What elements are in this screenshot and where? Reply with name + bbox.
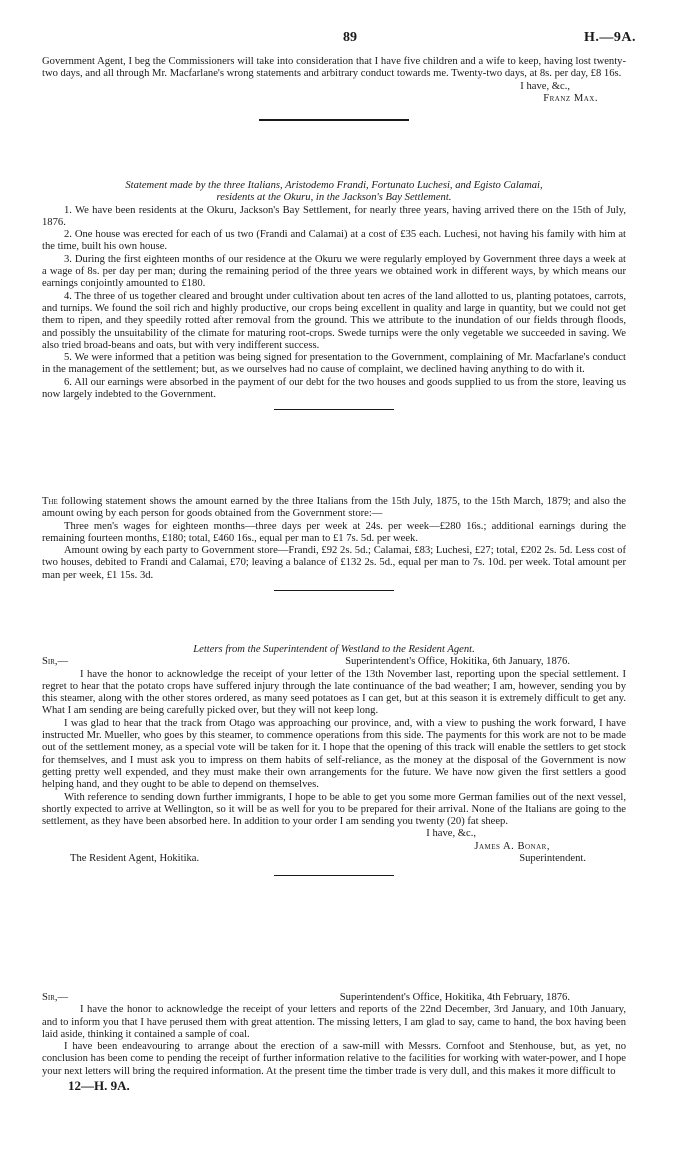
earnings-lead-word: The <box>42 496 58 507</box>
letter-1-addressee: The Resident Agent, Hokitika. <box>70 853 200 865</box>
letter-2-paragraph: I have the honor to acknowledge the receipt of your letters and reports of the 22nd December, 3rd January, and 10th January, and to inform you that I have perused them with great attention. The missing letters, I am glad to say, came to hand, the box having been laid aside, thinking it contained a sample of coal. <box>42 1004 626 1040</box>
document-reference: H.—9A. <box>584 30 636 45</box>
earnings-wages: Three men's wages for eighteen months—three days per week at 24s. per week—£280 16s.; additional earnings during the remaining fourteen months, £180; total, £460 16s., equal per man to £1 7s. 5d. per week. <box>42 520 626 544</box>
statement-paragraph: 2. One house was erected for each of us two (Frandi and Calamai) at a cost of £35 each. Luchesi, not having his family with him at the time, built his own house. <box>42 229 626 253</box>
letter-1-paragraph: I was glad to hear that the track from Otago was approaching our province, and, with a view to pushing the work forward, I have instructed Mr. Mueller, who goes by this steamer, to commence operations from this side. The payments for this work are not to be made out of the settlement money, as a special vote will be taken for it. I hope that the opening of this track will enable the settlers to get stock for themselves, and I must ask you to impress on them habits of self-reliance, as the money at the disposal of the Government is now getting pretty well expended, and they must make their own arrangements for the future. We have now given the first settlers a good helping hand, and they ought to be able to depend on themselves. <box>42 717 626 791</box>
letter-2 <box>42 992 626 1092</box>
statement-section <box>42 180 626 410</box>
letter-2-dateline: Superintendent's Office, Hokitika, 4th February, 1876. <box>339 992 570 1003</box>
statement-paragraph: 4. The three of us together cleared and brought under cultivation about ten acres of the land allotted to us, planting potatoes, carrots, and turnips. We found the soil rich and highly productive, our crops being excellent in quality and large in quantity, but we could not get them to ripen, and they speedily rotted after removal from the ground. This we attribute to the inundation of our fields through floods, and possibly the unsuitability of the climate for maturing root-crops. Swede turnips were the only vegetable we succeeded in saving. We also tried broad-beans and oats, but with very indifferent success. <box>42 290 626 351</box>
earnings-intro-text: following statement shows the amount earned by the three Italians from the 15th July, 1875, to the 15th March, 1879; and also the amount owing by each person for goods obtained from the Government store:— <box>42 496 627 520</box>
continuation-signature: Franz Max. <box>543 92 598 104</box>
letter-2-paragraph: I have been endeavouring to arrange about the erection of a saw-mill with Messrs. Cornfoot and Stenhouse, but, as yet, no conclusion has been come to pending the receipt of further information relative to the facilities for working with water-power, and I hope your next letters will bring the required information. At the present time the timber trade is very dull, and this makes it more difficult to <box>42 1041 626 1077</box>
sheet-reference: 12—H. 9A. <box>68 1078 130 1094</box>
letter-1-signature: James A. Bonar, <box>474 840 550 852</box>
letter-1-header <box>42 656 626 668</box>
letters-heading: Letters from the Superintendent of Westland to the Resident Agent. <box>193 644 475 655</box>
letter-1-paragraph: With reference to sending down further immigrants, I hope to be able to get you some more German families out of the next vessel, shortly expected to arrive at Wellington, so it will be as well for you to be prepared for their arrival. None of the Italians are going to the settlement, as they have been absorbed here. In addition to your order I am sending you twenty (20) fat sheep. <box>42 791 626 828</box>
section-divider <box>274 590 394 591</box>
continuation-section <box>42 56 626 121</box>
letter-1-closing: I have, &c., <box>426 828 476 840</box>
letter-1-title: Superintendent. <box>519 853 586 865</box>
statement-paragraph: 6. All our earnings were absorbed in the payment of our debt for the two houses and goods supplied to us from the store, leaving us now largely indebted to the Government. <box>42 376 626 401</box>
section-divider <box>259 119 409 121</box>
statement-paragraph: 1. We have been residents at the Okuru, Jackson's Bay Settlement, for nearly three years, having arrived there on the 15th of July, 1876. <box>42 204 626 228</box>
continuation-text: Government Agent, I beg the Commissioners will take into consideration that I have five children and a wife to keep, having lost twenty-two days, and all through Mr. Macfarlane's wrong statements and arbitrary conduct towards me. Twenty-two days, at 8s. per day, £8 16s. <box>42 56 626 80</box>
section-divider <box>274 409 394 410</box>
page-number: 89 <box>343 30 357 45</box>
letter-1-dateline: Superintendent's Office, Hokitika, 6th January, 1876. <box>345 656 570 668</box>
earnings-intro <box>42 496 626 521</box>
continuation-closing: I have, &c., <box>520 80 570 92</box>
letter-1 <box>42 644 626 876</box>
statement-heading-line1: Statement made by the three Italians, Aristodemo Frandi, Fortunato Luchesi, and Egisto Calamai, <box>125 180 543 191</box>
letter-1-salutation: Sir,— <box>42 656 69 668</box>
letter-2-salutation: Sir,— <box>42 992 69 1003</box>
statement-heading-line2: residents at the Okuru, in the Jackson's Bay Settlement. <box>216 192 452 204</box>
earnings-owing: Amount owing by each party to Government store—Frandi, £92 2s. 5d.; Calamai, £83; Luchesi, £27; total, £202 2s. 5d. Less cost of two houses, debited to Frandi and Calamai, £70; leaving a balance of £132 2s. 5d., equal per man to 7s. 10d. per week. Total amount per man per week, £1 15s. 3d. <box>42 545 626 581</box>
statement-paragraph: 5. We were informed that a petition was being signed for presentation to the Government, complaining of Mr. Macfarlane's conduct in the management of the settlement; but, as we ourselves had no cause of complaint, we declined having anything to do with it. <box>42 352 626 376</box>
letter-2-header <box>42 992 626 1004</box>
letter-1-footer <box>42 853 626 865</box>
letter-1-paragraph: I have the honor to acknowledge the receipt of your letter of the 13th November last, reporting upon the special settlement. I regret to hear that the potato crops have suffered injury through the late continuance of the bad weather; I am, however, sending you by this steamer, along with the other stores ordered, as many seed potatoes as I can get, but at this season it is extremely difficult to get any. What I am sending are being carefully picked over, but they will not keep long. <box>42 668 626 717</box>
section-divider <box>274 875 394 876</box>
statement-paragraph: 3. During the first eighteen months of our residence at the Okuru we were regularly employed by Government three days a week at a wage of 8s. per day per man; during the remaining period of the three years we obtained work in different ways, by which means our earnings conjointly amounted to £180. <box>42 253 626 290</box>
earnings-section <box>42 496 626 591</box>
